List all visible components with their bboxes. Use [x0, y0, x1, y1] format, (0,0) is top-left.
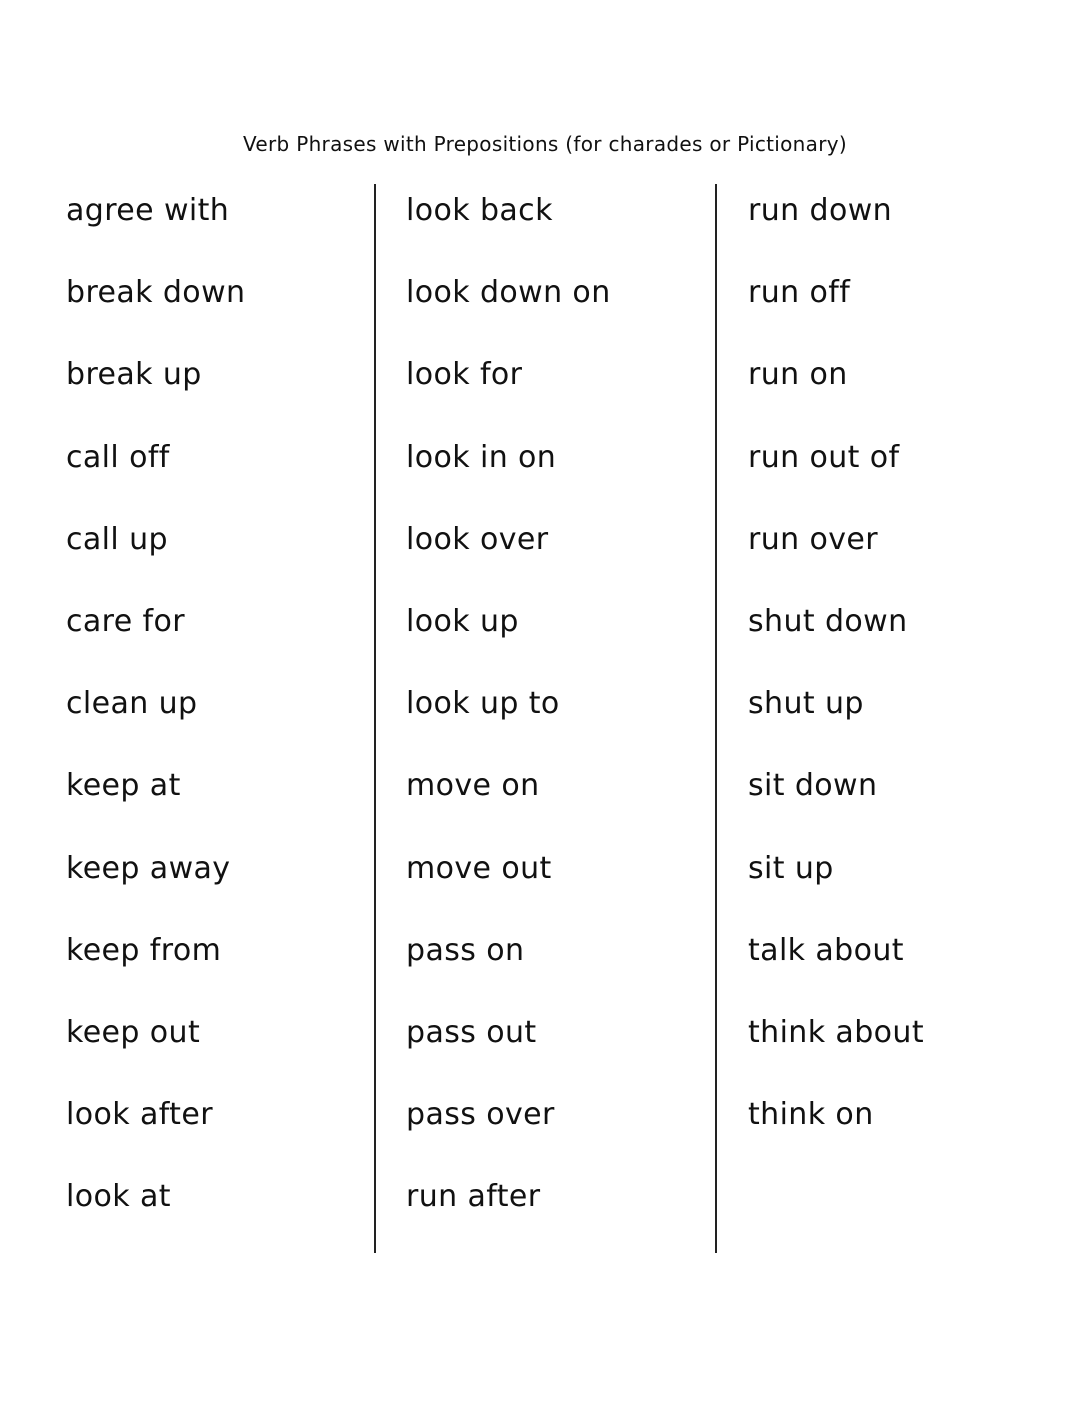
verb-phrase: look for: [406, 357, 523, 393]
verb-phrase: move out: [406, 850, 552, 886]
verb-phrase: clean up: [66, 686, 198, 722]
verb-phrase: agree with: [66, 193, 230, 228]
verb-phrase: break down: [66, 275, 246, 311]
verb-phrase: run over: [748, 521, 878, 557]
verb-phrase: look up: [406, 603, 519, 639]
verb-phrase: keep out: [66, 1014, 201, 1050]
verb-phrase: break up: [66, 357, 202, 393]
verb-phrase: run down: [748, 193, 893, 228]
verb-phrase: pass over: [406, 1097, 555, 1133]
verb-phrase: think on: [748, 1097, 874, 1133]
verb-phrase: pass on: [406, 932, 525, 968]
verb-phrase: think about: [748, 1014, 924, 1050]
verb-phrase: pass out: [406, 1014, 537, 1050]
document-title: Verb Phrases with Prepositions (for charades or Pictionary): [243, 132, 847, 156]
verb-phrase: look up to: [406, 686, 560, 722]
verb-phrase: look at: [66, 1179, 171, 1215]
verb-phrase: look down on: [406, 275, 611, 311]
verb-phrase: keep from: [66, 932, 222, 968]
verb-phrase: shut down: [748, 603, 908, 639]
verb-phrase: keep at: [66, 768, 181, 804]
verb-phrase: look over: [406, 521, 549, 557]
verb-phrase: care for: [66, 603, 185, 639]
verb-phrase: sit up: [748, 850, 834, 886]
phrase-column-1: [66, 189, 245, 1257]
verb-phrase: run on: [748, 357, 848, 393]
phrase-column-3: [748, 189, 924, 1175]
verb-phrase: run after: [406, 1179, 541, 1215]
verb-phrase: shut up: [748, 686, 864, 722]
verb-phrase: run off: [748, 275, 851, 311]
column-divider-1: [374, 184, 376, 1253]
phrase-column-2: [406, 189, 611, 1257]
verb-phrase: talk about: [748, 932, 904, 968]
verb-phrase: look back: [406, 193, 553, 228]
verb-phrase: call up: [66, 521, 168, 557]
verb-phrase: sit down: [748, 768, 878, 804]
verb-phrase: look in on: [406, 439, 557, 475]
verb-phrase: call off: [66, 439, 170, 475]
verb-phrase: look after: [66, 1097, 213, 1133]
verb-phrase: run out of: [748, 439, 900, 475]
verb-phrase: keep away: [66, 850, 231, 886]
column-divider-2: [715, 184, 717, 1253]
verb-phrase: move on: [406, 768, 540, 804]
